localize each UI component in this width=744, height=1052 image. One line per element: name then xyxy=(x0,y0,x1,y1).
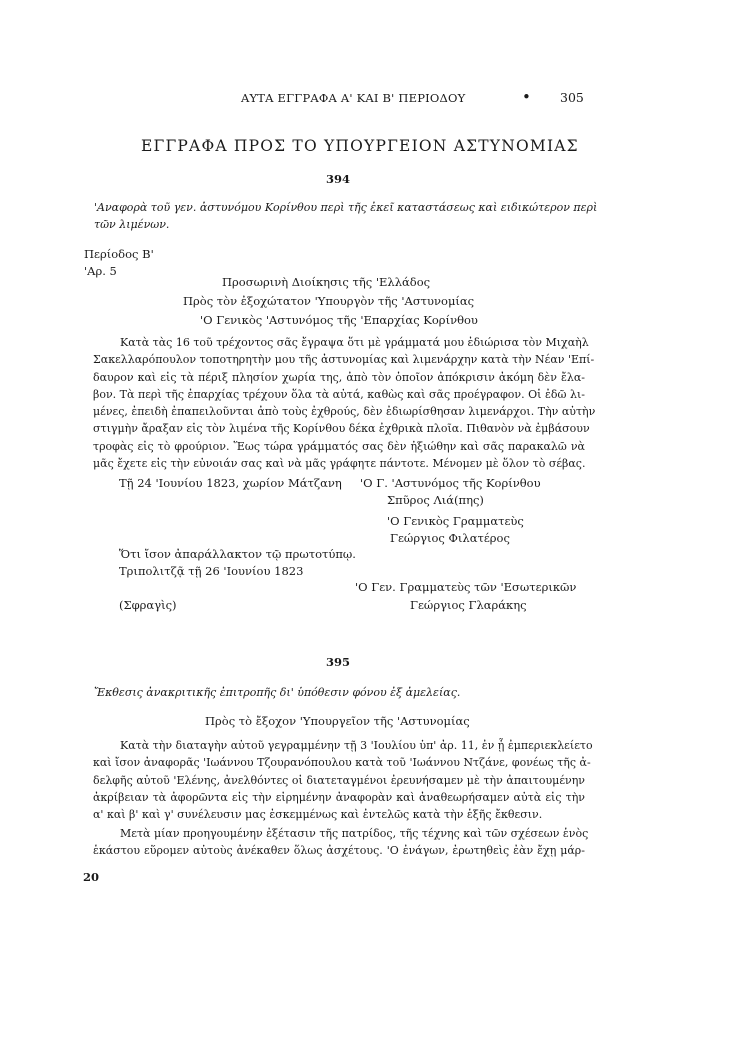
signatory-3-name: Γεώργιος Γλαράκης xyxy=(410,598,527,612)
body-line: Σακελλαρόπουλον τοποτηρητὴν μου τῆς ἀστυνομίας καὶ λιμενάρχην κατὰ τὴν Νέαν 'Επί- xyxy=(93,353,595,367)
body-line: βον. Τὰ περὶ τῆς ἐπαρχίας τρέχουν ὅλα τὰ αὐτά, καθὼς καὶ σᾶς προέγραφον. Οἱ ἐδῶ λι- xyxy=(93,387,585,401)
period-label: Περίοδος Β' xyxy=(84,247,154,261)
signatory-1-title: 'Ο Γ. 'Αστυνόμος τῆς Κορίνθου xyxy=(360,476,541,490)
certification-date: Τριπολιτζᾷ τῇ 26 'Ιουνίου 1823 xyxy=(119,564,304,578)
section-title: ΕΓΓΡΑΦΑ ΠΡΟΣ ΤΟ ΥΠΟΥΡΓΕΙΟΝ ΑΣΤΥΝΟΜΙΑΣ xyxy=(141,137,579,155)
document-395-header: Πρὸς τὸ ἔξοχον 'Υπουργεῖον τῆς 'Αστυνομίας xyxy=(205,714,470,728)
body-line: δαυρον καὶ εἰς τὰ πέριξ πλησίον χωρία της, ἀπὸ τὸν ὁποῖον ἀπόκρισιν ἀκόμη δὲν ἔλα- xyxy=(93,370,585,384)
signatory-2-title: 'Ο Γενικὸς Γραμματεὺς xyxy=(387,514,524,528)
document-395-body-continued xyxy=(93,825,589,860)
body-line: μᾶς ἔχετε εἰς τὴν εὐνοιάν σας καὶ νὰ μᾶς γράφητε πάντοτε. Μένομεν μὲ ὅλον τὸ σέβας. xyxy=(93,457,586,471)
reference-number: 'Αρ. 5 xyxy=(84,264,117,278)
document-394-summary-line-2: τῶν λιμένων. xyxy=(94,218,170,231)
body-line: καὶ ἴσον ἀναφορᾶς 'Ιωάννου Τζουρανόπουλου κατὰ τοῦ 'Ιωάννου Ντζάνε, φονέως τῆς ἀ- xyxy=(93,756,591,770)
certification-note: Ὅτι ἴσον ἀπαράλλακτον τῷ πρωτοτύπῳ. xyxy=(119,547,356,561)
date-and-place: Τῇ 24 'Ιουνίου 1823, χωρίον Μάτζανη xyxy=(119,476,342,490)
document-394-body xyxy=(93,334,596,472)
body-line: Μετὰ μίαν προηγουμένην ἐξέτασιν τῆς πατρίδος, τῆς τέχνης καὶ τῶν σχέσεων ἑνὸς xyxy=(120,827,589,840)
header-addressee: Πρὸς τὸν ἐξοχώτατον 'Υπουργὸν τῆς 'Αστυνομίας xyxy=(183,294,475,308)
signatory-2-name: Γεώργιος Φιλατέρος xyxy=(390,531,510,545)
signatory-1-name: Σπῦρος Λιά(πης) xyxy=(387,493,484,507)
header-sender: 'Ο Γενικὸς 'Αστυνόμος τῆς 'Επαρχίας Κορίνθου xyxy=(200,313,478,327)
body-line: δελφῆς αὐτοῦ 'Ελένης, ἀνελθόντες οἱ διατεταγμένοι ἐρευνήσαμεν μὲ τὴν ἀπαιτουμένην xyxy=(93,773,585,787)
folio-signature-mark: 20 xyxy=(83,870,100,884)
body-line: μένες, ἐπειδὴ ἐπαπειλοῦνται ἀπὸ τοὺς ἐχθρούς, δὲν ἐδιωρίσθησαν λιμενάρχοι. Τὴν αὐτὴν xyxy=(93,405,596,419)
running-head: ΑΥΤΑ ΕΓΓΡΑΦΑ Α' ΚΑΙ Β' ΠΕΡΙΟΔΟΥ xyxy=(241,91,466,105)
body-line: τροφὰς εἰς τὸ φρούριον. Ἕως τώρα γράμματός σας δὲν ἠξιώθην καὶ σᾶς παρακαλῶ νὰ xyxy=(93,439,585,453)
body-line: ἀκρίβειαν τὰ ἀφορῶντα εἰς τὴν εἰρημένην ἀναφορὰν καὶ ἀναθεωρήσαμεν αὐτὰ εἰς τὴν xyxy=(93,790,585,804)
document-number-394: 394 xyxy=(326,172,351,186)
document-394-summary-line-1: 'Αναφορὰ τοῦ γεν. ἀστυνόμου Κορίνθου περὶ τῆς ἐκεῖ καταστάσεως καὶ ειδικώτερον περὶ xyxy=(94,201,598,214)
document-395-body xyxy=(93,737,593,823)
body-line: Κατὰ τὴν διαταγὴν αὐτοῦ γεγραμμένην τῇ 3 'Ιουλίου ὑπ' ἀρ. 11, ἐν ᾗ ἐμπεριεκλείετο xyxy=(120,739,593,752)
signatory-3-title: 'Ο Γεν. Γραμματεὺς τῶν 'Εσωτερικῶν xyxy=(355,580,577,594)
body-line: Κατὰ τὰς 16 τοῦ τρέχοντος σᾶς ἔγραψα ὅτι μὲ γράμματά μου ἐδιώρισα τὸν Μιχαὴλ xyxy=(120,336,589,349)
bullet-mark: • xyxy=(522,88,531,106)
seal-note: (Σφραγὶς) xyxy=(119,598,177,612)
body-line: α' καὶ β' καὶ γ' συνέλευσιν μας ἐσκεμμένως καὶ ἐντελῶς κατὰ τὴν ἑξῆς ἔκθεσιν. xyxy=(93,808,543,822)
document-number-395: 395 xyxy=(326,655,351,669)
body-line: ἑκάστου εὕρομεν αὐτοὺς ἀνέκαθεν ὅλως ἀσχέτους. 'Ο ἐνάγων, ἐρωτηθεὶς ἐὰν ἔχῃ μάρ- xyxy=(93,844,585,858)
document-395-summary: Ἔκθεσις ἀνακριτικῆς ἐπιτροπῆς δι' ὑπόθεσιν φόνου ἐξ ἀμελείας. xyxy=(94,686,461,699)
body-line: στιγμὴν ἄραξαν εἰς τὸν λιμένα τῆς Κορίνθου δέκα ἐχθρικὰ πλοῖα. Πιθανὸν νὰ ἐμβάσουν xyxy=(93,422,590,436)
header-provisional-administration: Προσωρινὴ Διοίκησις τῆς 'Ελλάδος xyxy=(222,275,431,289)
page-number: 305 xyxy=(560,90,584,105)
